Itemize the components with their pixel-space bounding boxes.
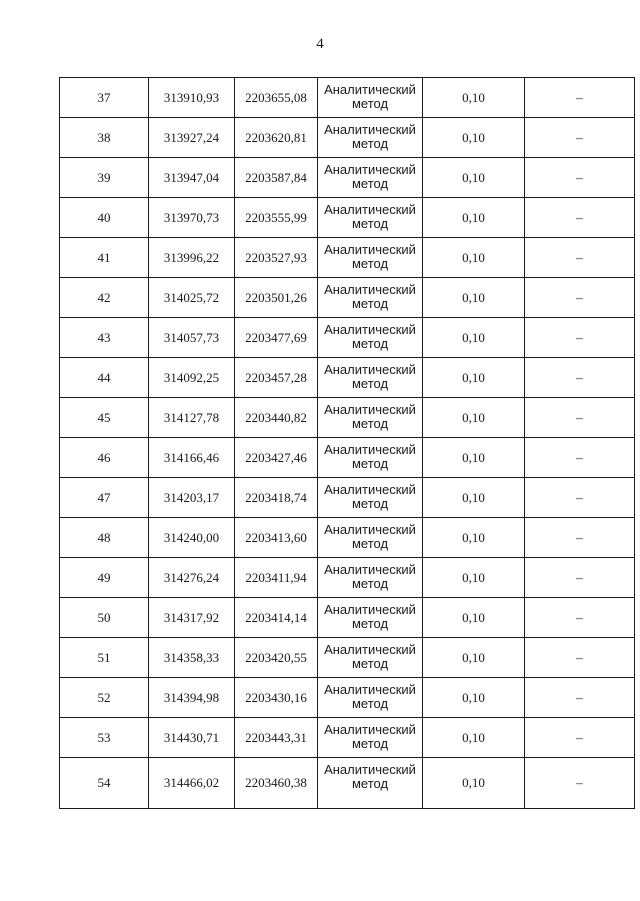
- accuracy-cell: 0,10: [423, 278, 525, 318]
- y-coordinate-cell: 2203477,69: [235, 318, 318, 358]
- table-row: [60, 398, 635, 438]
- table-row: [60, 358, 635, 398]
- accuracy-cell: 0,10: [423, 638, 525, 678]
- method-line-1: Аналитический: [324, 482, 416, 497]
- note-cell: –: [525, 238, 635, 278]
- x-coordinate-cell: 314466,02: [149, 758, 235, 809]
- accuracy-cell: 0,10: [423, 158, 525, 198]
- x-coordinate-cell: 314166,46: [149, 438, 235, 478]
- table-row: [60, 318, 635, 358]
- method-cell: [318, 398, 423, 438]
- method-cell: [318, 198, 423, 238]
- method-line-1: Аналитический: [324, 602, 416, 617]
- point-number-cell: 54: [60, 758, 149, 809]
- coordinates-table-body: [60, 78, 635, 809]
- method-line-2: метод: [351, 656, 389, 671]
- point-number-cell: 53: [60, 718, 149, 758]
- point-number-cell: 40: [60, 198, 149, 238]
- method-line-2: метод: [351, 776, 389, 791]
- table-row: [60, 758, 635, 809]
- x-coordinate-cell: 314025,72: [149, 278, 235, 318]
- method-line-2: метод: [351, 696, 389, 711]
- method-cell: [318, 558, 423, 598]
- method-line-2: метод: [351, 256, 389, 271]
- note-cell: –: [525, 478, 635, 518]
- point-number-cell: 43: [60, 318, 149, 358]
- method-cell: [318, 358, 423, 398]
- note-cell: –: [525, 358, 635, 398]
- y-coordinate-cell: 2203457,28: [235, 358, 318, 398]
- method-line-2: метод: [351, 376, 389, 391]
- point-number-cell: 52: [60, 678, 149, 718]
- table-row: [60, 638, 635, 678]
- y-coordinate-cell: 2203443,31: [235, 718, 318, 758]
- method-line-1: Аналитический: [324, 642, 416, 657]
- method-cell: [318, 518, 423, 558]
- accuracy-cell: 0,10: [423, 718, 525, 758]
- accuracy-cell: 0,10: [423, 678, 525, 718]
- table-row: [60, 558, 635, 598]
- method-line-1: Аналитический: [324, 322, 416, 337]
- note-cell: –: [525, 558, 635, 598]
- method-line-1: Аналитический: [324, 402, 416, 417]
- method-line-1: Аналитический: [324, 202, 416, 217]
- x-coordinate-cell: 314203,17: [149, 478, 235, 518]
- y-coordinate-cell: 2203440,82: [235, 398, 318, 438]
- y-coordinate-cell: 2203501,26: [235, 278, 318, 318]
- point-number-cell: 42: [60, 278, 149, 318]
- x-coordinate-cell: 314317,92: [149, 598, 235, 638]
- x-coordinate-cell: 314092,25: [149, 358, 235, 398]
- method-line-2: метод: [351, 536, 389, 551]
- point-number-cell: 49: [60, 558, 149, 598]
- x-coordinate-cell: 314057,73: [149, 318, 235, 358]
- note-cell: –: [525, 398, 635, 438]
- point-number-cell: 44: [60, 358, 149, 398]
- accuracy-cell: 0,10: [423, 318, 525, 358]
- accuracy-cell: 0,10: [423, 558, 525, 598]
- method-line-2: метод: [351, 176, 389, 191]
- accuracy-cell: 0,10: [423, 238, 525, 278]
- coordinates-table: [59, 77, 635, 809]
- table-row: [60, 718, 635, 758]
- method-line-2: метод: [351, 296, 389, 311]
- note-cell: –: [525, 78, 635, 118]
- method-cell: [318, 758, 423, 809]
- method-line-1: Аналитический: [324, 242, 416, 257]
- table-row: [60, 158, 635, 198]
- accuracy-cell: 0,10: [423, 198, 525, 238]
- point-number-cell: 39: [60, 158, 149, 198]
- method-cell: [318, 78, 423, 118]
- method-cell: [318, 638, 423, 678]
- method-cell: [318, 158, 423, 198]
- method-line-1: Аналитический: [324, 362, 416, 377]
- x-coordinate-cell: 314276,24: [149, 558, 235, 598]
- note-cell: –: [525, 758, 635, 809]
- y-coordinate-cell: 2203413,60: [235, 518, 318, 558]
- table-row: [60, 278, 635, 318]
- note-cell: –: [525, 598, 635, 638]
- x-coordinate-cell: 314430,71: [149, 718, 235, 758]
- table-row: [60, 118, 635, 158]
- table-row: [60, 198, 635, 238]
- accuracy-cell: 0,10: [423, 518, 525, 558]
- y-coordinate-cell: 2203620,81: [235, 118, 318, 158]
- y-coordinate-cell: 2203418,74: [235, 478, 318, 518]
- method-line-2: метод: [351, 216, 389, 231]
- y-coordinate-cell: 2203527,93: [235, 238, 318, 278]
- x-coordinate-cell: 314358,33: [149, 638, 235, 678]
- note-cell: –: [525, 118, 635, 158]
- method-line-1: Аналитический: [324, 762, 416, 777]
- method-line-1: Аналитический: [324, 162, 416, 177]
- y-coordinate-cell: 2203655,08: [235, 78, 318, 118]
- accuracy-cell: 0,10: [423, 118, 525, 158]
- x-coordinate-cell: 313996,22: [149, 238, 235, 278]
- method-line-1: Аналитический: [324, 122, 416, 137]
- y-coordinate-cell: 2203430,16: [235, 678, 318, 718]
- note-cell: –: [525, 518, 635, 558]
- x-coordinate-cell: 313910,93: [149, 78, 235, 118]
- table-row: [60, 78, 635, 118]
- method-line-1: Аналитический: [324, 682, 416, 697]
- note-cell: –: [525, 718, 635, 758]
- point-number-cell: 38: [60, 118, 149, 158]
- method-cell: [318, 718, 423, 758]
- method-line-1: Аналитический: [324, 442, 416, 457]
- accuracy-cell: 0,10: [423, 438, 525, 478]
- method-line-1: Аналитический: [324, 82, 416, 97]
- point-number-cell: 37: [60, 78, 149, 118]
- accuracy-cell: 0,10: [423, 78, 525, 118]
- note-cell: –: [525, 318, 635, 358]
- accuracy-cell: 0,10: [423, 398, 525, 438]
- x-coordinate-cell: 314240,00: [149, 518, 235, 558]
- table-row: [60, 478, 635, 518]
- table-row: [60, 678, 635, 718]
- y-coordinate-cell: 2203411,94: [235, 558, 318, 598]
- y-coordinate-cell: 2203420,55: [235, 638, 318, 678]
- point-number-cell: 50: [60, 598, 149, 638]
- page-number: 4: [316, 36, 324, 52]
- method-cell: [318, 238, 423, 278]
- method-line-2: метод: [351, 136, 389, 151]
- point-number-cell: 51: [60, 638, 149, 678]
- method-line-1: Аналитический: [324, 522, 416, 537]
- method-line-2: метод: [351, 736, 389, 751]
- method-line-1: Аналитический: [324, 562, 416, 577]
- method-cell: [318, 278, 423, 318]
- table-row: [60, 518, 635, 558]
- method-cell: [318, 318, 423, 358]
- table-row: [60, 238, 635, 278]
- accuracy-cell: 0,10: [423, 598, 525, 638]
- table-row: [60, 598, 635, 638]
- note-cell: –: [525, 438, 635, 478]
- method-cell: [318, 598, 423, 638]
- note-cell: –: [525, 198, 635, 238]
- y-coordinate-cell: 2203587,84: [235, 158, 318, 198]
- y-coordinate-cell: 2203555,99: [235, 198, 318, 238]
- point-number-cell: 41: [60, 238, 149, 278]
- method-line-2: метод: [351, 496, 389, 511]
- table-row: [60, 438, 635, 478]
- x-coordinate-cell: 313970,73: [149, 198, 235, 238]
- point-number-cell: 47: [60, 478, 149, 518]
- method-line-2: метод: [351, 616, 389, 631]
- x-coordinate-cell: 313947,04: [149, 158, 235, 198]
- method-line-2: метод: [351, 456, 389, 471]
- method-line-1: Аналитический: [324, 722, 416, 737]
- y-coordinate-cell: 2203414,14: [235, 598, 318, 638]
- method-line-2: метод: [351, 336, 389, 351]
- x-coordinate-cell: 314127,78: [149, 398, 235, 438]
- method-line-2: метод: [351, 96, 389, 111]
- method-cell: [318, 118, 423, 158]
- method-cell: [318, 478, 423, 518]
- x-coordinate-cell: 313927,24: [149, 118, 235, 158]
- note-cell: –: [525, 158, 635, 198]
- point-number-cell: 46: [60, 438, 149, 478]
- note-cell: –: [525, 278, 635, 318]
- method-line-2: метод: [351, 416, 389, 431]
- accuracy-cell: 0,10: [423, 758, 525, 809]
- point-number-cell: 45: [60, 398, 149, 438]
- method-cell: [318, 678, 423, 718]
- y-coordinate-cell: 2203460,38: [235, 758, 318, 809]
- x-coordinate-cell: 314394,98: [149, 678, 235, 718]
- method-line-2: метод: [351, 576, 389, 591]
- accuracy-cell: 0,10: [423, 478, 525, 518]
- note-cell: –: [525, 638, 635, 678]
- method-cell: [318, 438, 423, 478]
- point-number-cell: 48: [60, 518, 149, 558]
- y-coordinate-cell: 2203427,46: [235, 438, 318, 478]
- accuracy-cell: 0,10: [423, 358, 525, 398]
- method-line-1: Аналитический: [324, 282, 416, 297]
- note-cell: –: [525, 678, 635, 718]
